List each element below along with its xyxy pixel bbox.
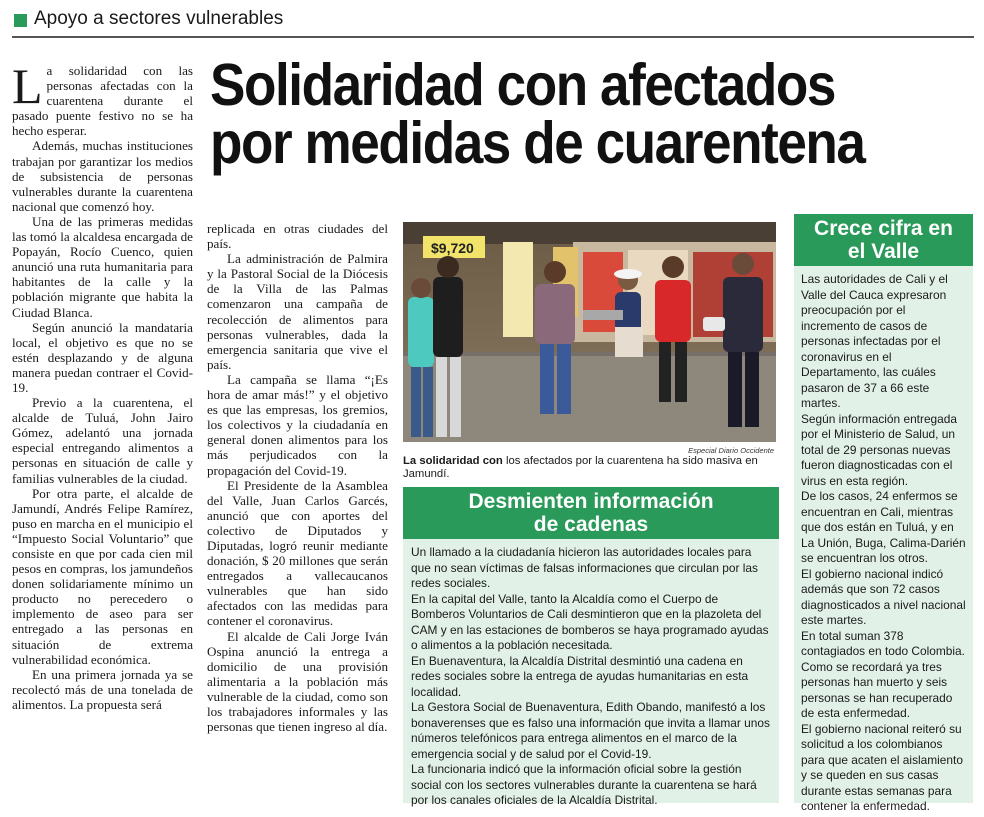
paragraph: El gobierno nacional indicó además que son 72 casos diagnosticados a nivel nacional este martes. (801, 566, 966, 627)
paragraph: La campaña se llama “¡Es hora de amar más!” y el objetivo es que las empresas, los gremios, los colectivos y la ciudadanía en general donen alimentos para los más perjudicados con la propagación del Covid-19. (207, 371, 388, 478)
price-sign-text: $9,720 (431, 240, 474, 256)
news-photo (403, 222, 776, 442)
paragraph: Además, muchas instituciones trabajan por garantizar los medios de subsistencia de personas vulnerables durante la cuarentena nacional que comenzó hoy. (12, 138, 193, 214)
box-title-text: Desmienten información de cadenas (468, 490, 714, 536)
paragraph: Según información entregada por el Ministerio de Salud, un total de 29 personas nuevas fueron diagnosticadas con el virus en esta región. (801, 411, 958, 488)
section-title: Apoyo a sectores vulnerables (34, 8, 284, 29)
sidebar-box-title (794, 214, 973, 266)
headline (210, 52, 896, 176)
paragraph: Por otra parte, el alcalde de Jamundí, Andrés Felipe Ramírez, puso en marcha en el municipio el “Impuesto Social Voluntario” que consiste en que por cada cien mil pesos en compras, los jamundeños donen solidariamente mínimo un producto no perecedero o implemento de aseo para ser entregado a las personas en situación de extrema vulnerabilidad económica. (12, 485, 193, 667)
paragraph: Un llamado a la ciudadanía hicieron las autoridades locales para que no sean víctimas de falsas informaciones que circulan por las redes sociales. (411, 545, 758, 590)
paragraph: En una primera jornada ya se recolectó más de una tonelada de alimentos. La propuesta será (12, 666, 193, 712)
box-title-text: Crece cifra en el Valle (814, 217, 953, 263)
article-column-2 (207, 221, 388, 734)
paragraph: De los casos, 24 enfermos se encuentran en Cali, mientras que dos están en Tuluá, y en La Unión, Buga, Calima-Darién se encuentran los otros. (801, 489, 966, 565)
photo-caption (403, 455, 777, 481)
drop-cap: L (12, 58, 43, 114)
paragraph: En la capital del Valle, tanto la Alcaldía como el Cuerpo de Bomberos Voluntarios de Cali desmintieron que en la plazoleta del CAM y en las estaciones de bomberos se haya programado ayudas o alimentos a la población necesitada. (411, 591, 769, 652)
headline-line-1: Solidaridad con afectados (210, 52, 835, 118)
section-header (12, 6, 974, 38)
paragraph: replicada en otras ciudades del país. (207, 221, 388, 252)
sidebar-box-title (403, 487, 779, 539)
caption-text: los afectados por la cuarentena ha sido masiva en Jamundí. (403, 455, 758, 480)
paragraph: El alcalde de Cali Jorge Iván Ospina anunció la entrega a domicilio de una provisión alimentaria a la población más vulnerable de la ciudad, como son los trabajadores informales y las personas que tienen ingreso al día. (207, 628, 388, 735)
paragraph: En Buenaventura, la Alcaldía Distrital desmintió una cadena en redes sociales sobre la entrega de ayudas humanitarias en esta localidad. (411, 653, 749, 699)
paragraph: En total suman 378 contagiados en todo Colombia. Como se recordará ya tres personas han muerto y seis personas se han recuperado de esta enfermedad. (801, 628, 965, 720)
caption-lead: La solidaridad con (403, 455, 503, 467)
paragraph: La administración de Palmira y la Pastoral Social de la Diócesis de la Villa de las Palmas comenzaron una campaña de recolección de alimentos para personas vulnerables, dada la emergencia sanitaria que vive el país. (207, 251, 388, 372)
photo-credit: Especial Diario Occidente (688, 446, 774, 455)
photo-illustration (403, 222, 776, 442)
article-column-1 (12, 58, 193, 712)
section-marker-icon (14, 14, 27, 27)
sidebar-box-body (794, 266, 973, 813)
paragraph: El Presidente de la Asamblea del Valle, Juan Carlos Garcés, anunció que con aportes del colectivo de Diputados y Diputadas, logró reunir mediante donación, $ 20 millones que serán entregados a vallecaucanos vulnerables que han sido afectados con las medidas para contener el coronavirus. (207, 477, 388, 629)
paragraph: Según anunció la mandataria local, el objetivo es que no se estén desplazando y de alguna manera puedan contraer el Covid-19. (12, 319, 193, 395)
paragraph: La funcionaria indicó que la información oficial sobre la gestión social con los sectores vulnerables durante la cuarentena se hará por los canales oficiales de la Alcaldía Distrital. (411, 762, 757, 807)
paragraph: Una de las primeras medidas las tomó la alcaldesa encargada de Popayán, Rocío Cuenco, quien anunció una ruta humanitaria para habitantes de la calle y la población migrante que habita la Ciudad Blanca. (12, 213, 193, 320)
paragraph: La Gestora Social de Buenaventura, Edith Obando, manifestó a los bonaverenses que es falso una información que invita a llamar unos números telefónicos para entrega alimentos en el marco de la emergencia social y de salud por el Covid-19. (411, 700, 770, 761)
paragraph: Previo a la cuarentena, el alcalde de Tuluá, John Jairo Gómez, adelantó una jornada especial entregando alimentos a personas en situación de calle y familias vulnerables de la ciudad. (12, 395, 193, 486)
lead-paragraph (12, 58, 193, 139)
headline-line-2: por medidas de cuarentena (210, 110, 865, 176)
paragraph: El gobierno nacional reiteró su solicitud a los colombianos para que acaten el aislamiento y se queden en sus casas durante estas semanas para contener la enfermedad. (801, 721, 963, 813)
sidebar-box-body (403, 539, 779, 807)
lead-text: a solidaridad con las personas afectadas con la cuarentena durante el pasado puente festivo no se ha hecho esperar. (12, 63, 193, 139)
paragraph: Las autoridades de Cali y el Valle del Cauca expresaron preocupación por el incremento de casos de personas infectadas por el coronavirus en el Departamento, las cuáles pasaron de 37 a 66 este martes. (801, 272, 948, 410)
